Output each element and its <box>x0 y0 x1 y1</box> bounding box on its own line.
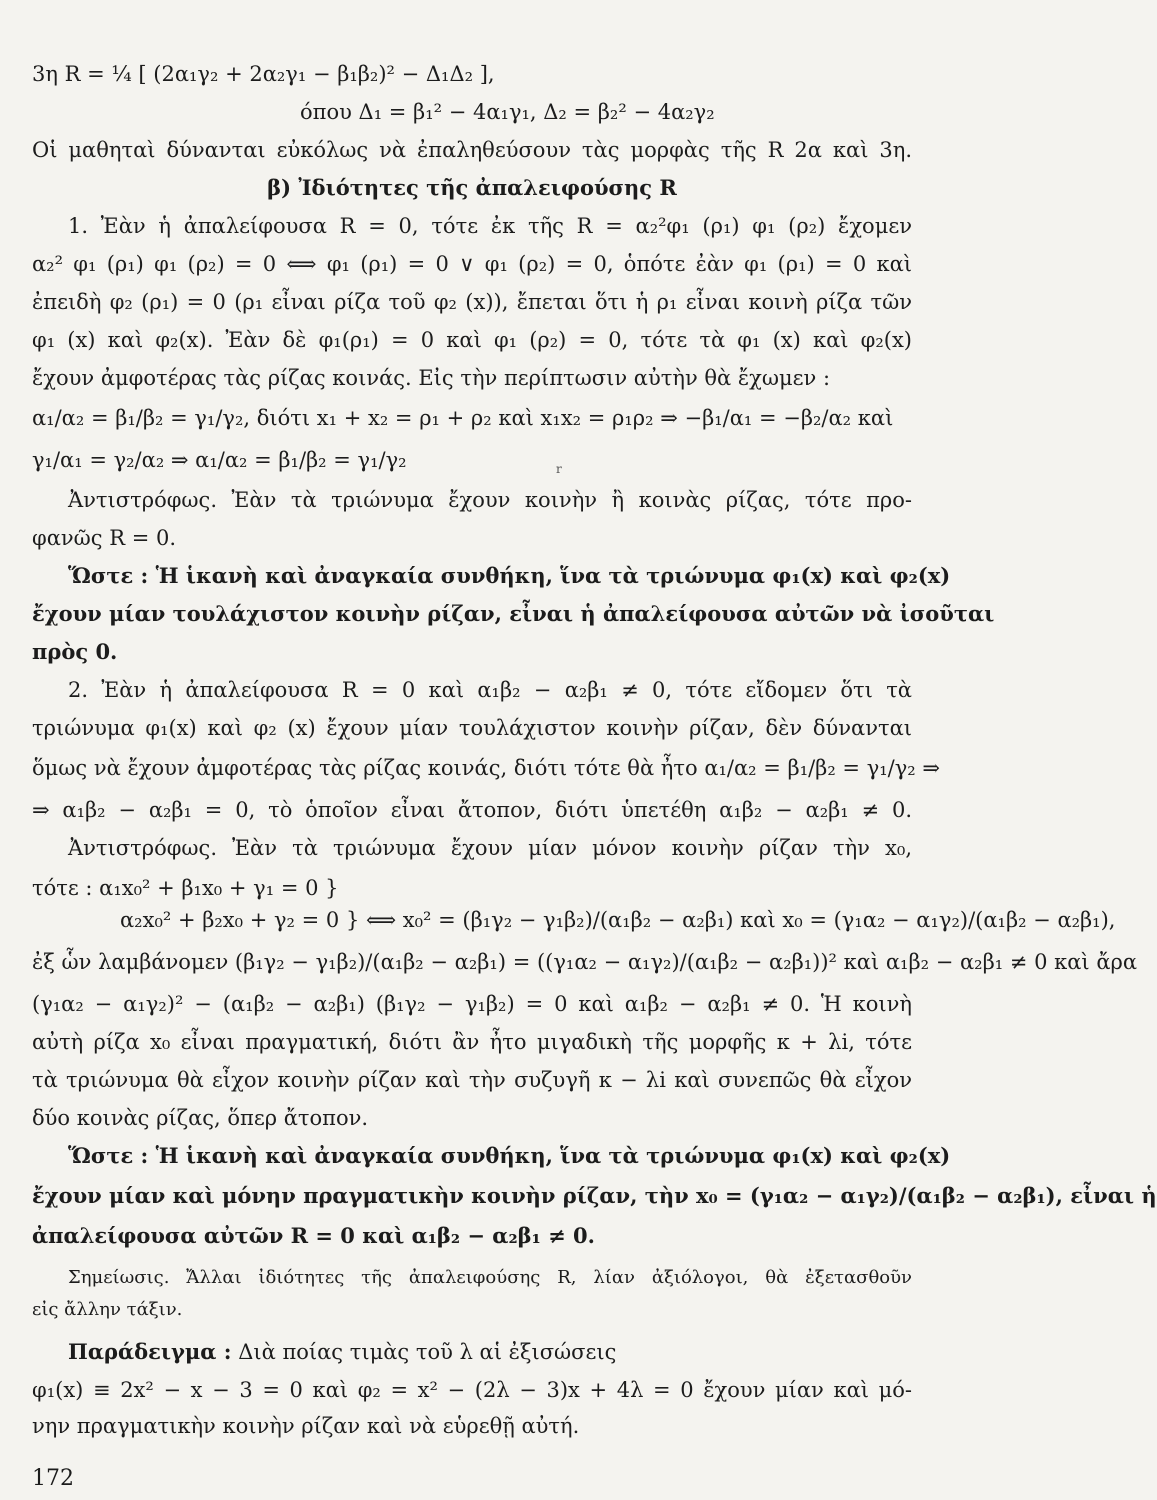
theorem-statement: Ὥστε : Ἡ ἱκανὴ καὶ ἀναγκαία συνθήκη, ἵνα τὰ τριώνυμα φ₁(x) καὶ φ₂(x) <box>68 1143 951 1168</box>
theorem-statement: πρὸς 0. <box>32 639 118 664</box>
body-line: α₂² φ₁ (ρ₁) φ₁ (ρ₂) = 0 ⟺ φ₁ (ρ₁) = 0 ∨ φ₁ (ρ₂) = 0, ὁπότε ἐὰν φ₁ (ρ₁) = 0 καὶ <box>32 252 912 276</box>
body-line: ⇒ α₁β₂ − α₂β₁ = 0, τὸ ὁποῖον εἶναι ἄτοπον, διότι ὑπετέθη α₁β₂ − α₂β₁ ≠ 0. <box>32 798 912 822</box>
body-line: δύο κοινὰς ρίζας, ὅπερ ἄτοπον. <box>32 1106 369 1130</box>
page-number: 172 <box>32 1466 74 1491</box>
body-line: ἔχουν ἀμφοτέρας τὰς ρίζας κοινάς. Εἰς τὴν περίπτωσιν αὐτὴν θὰ ἔχωμεν : <box>32 366 831 390</box>
body-line: Ἀντιστρόφως. Ἐὰν τὰ τριώνυμα ἔχουν μίαν μόνον κοινὴν ρίζαν τὴν x₀, <box>68 836 912 860</box>
body-line: 2. Ἐὰν ἡ ἀπαλείφουσα R = 0 καὶ α₁β₂ − α₂β₁ ≠ 0, τότε εἴδομεν ὅτι τὰ <box>68 678 912 702</box>
theorem-statement: Ὥστε : Ἡ ἱκανὴ καὶ ἀναγκαία συνθήκη, ἵνα τὰ τριώνυμα φ₁(x) καὶ φ₂(x) <box>68 563 951 588</box>
equation-line: ἐξ ὧν λαμβάνομεν (β₁γ₂ − γ₁β₂)/(α₁β₂ − α₂β₁) = ((γ₁α₂ − α₁γ₂)/(α₁β₂ − α₂β₁))² καὶ α₁β₂ − α₂β₁ ≠ 0 καὶ ἄρα <box>32 950 1138 974</box>
example-line: νην πραγματικὴν κοινὴν ρίζαν καὶ νὰ εὑρεθῇ αὐτή. <box>32 1414 580 1438</box>
note-line: εἰς ἄλλην τάξιν. <box>32 1299 183 1320</box>
system-equation: τότε : α₁x₀² + β₁x₀ + γ₁ = 0 } <box>32 876 339 900</box>
equation-ratio: α₁/α₂ = β₁/β₂ = γ₁/γ₂, διότι x₁ + x₂ = ρ₁ + ρ₂ καὶ x₁x₂ = ρ₁ρ₂ ⇒ −β₁/α₁ = −β₂/α₂ καὶ <box>32 406 894 430</box>
theorem-statement: ἔχουν μίαν καὶ μόνην πραγματικὴν κοινὴν ρίζαν, τὴν x₀ = (γ₁α₂ − α₁γ₂)/(α₁β₂ − α₂β₁), εἶναι ἡ <box>32 1183 1157 1208</box>
body-line: αὐτὴ ρίζα x₀ εἶναι πραγματική, διότι ἂν ἦτο μιγαδικὴ τῆς μορφῆς κ + λi, τότε <box>32 1030 912 1054</box>
example-heading: Παράδειγμα : Διὰ ποίας τιμὰς τοῦ λ αἱ ἐξισώσεις <box>68 1339 617 1364</box>
example-line: φ₁(x) ≡ 2x² − x − 3 = 0 καὶ φ₂ = x² − (2λ − 3)x + 4λ = 0 ἔχουν μίαν καὶ μό- <box>32 1378 912 1402</box>
body-line: Ἀντιστρόφως. Ἐὰν τὰ τριώνυμα ἔχουν κοινὴν ἢ κοινὰς ρίζας, τότε προ- <box>68 488 912 512</box>
body-line: τριώνυμα φ₁(x) καὶ φ₂ (x) ἔχουν μίαν τουλάχιστον κοινὴν ρίζαν, δὲν δύνανται <box>32 716 912 740</box>
body-line: 1. Ἐὰν ἡ ἀπαλείφουσα R = 0, τότε ἐκ τῆς R = α₂²φ₁ (ρ₁) φ₁ (ρ₂) ἔχομεν <box>68 214 912 238</box>
section-heading: β) Ἰδιότητες τῆς ἀπαλειφούσης R <box>267 175 677 200</box>
body-line: φ₁ (x) καὶ φ₂(x). Ἐὰν δὲ φ₁(ρ₁) = 0 καὶ φ₁ (ρ₂) = 0, τότε τὰ φ₁ (x) καὶ φ₂(x) <box>32 328 912 352</box>
theorem-statement: ἀπαλείφουσα αὐτῶν R = 0 καὶ α₁β₂ − α₂β₁ ≠ 0. <box>32 1223 595 1248</box>
formula-r-third-form: 3η R = ¼ [ (2α₁γ₂ + 2α₂γ₁ − β₁β₂)² − Δ₁Δ₂ ], <box>32 62 495 86</box>
body-line: ὅμως νὰ ἔχουν ἀμφοτέρας τὰς ρίζας κοινάς, διότι τότε θὰ ἦτο α₁/α₂ = β₁/β₂ = γ₁/γ₂ ⇒ <box>32 756 940 780</box>
body-line: Οἱ μαθηταὶ δύνανται εὐκόλως νὰ ἐπαληθεύσουν τὰς μορφὰς τῆς R 2α καὶ 3η. <box>32 138 912 162</box>
system-equation: α₂x₀² + β₂x₀ + γ₂ = 0 } ⟺ x₀² = (β₁γ₂ − γ₁β₂)/(α₁β₂ − α₂β₁) καὶ x₀ = (γ₁α₂ − α₁γ₂)/(α₁β₂ − α₂β₁), <box>120 908 1116 932</box>
body-line: ἐπειδὴ φ₂ (ρ₁) = 0 (ρ₁ εἶναι ρίζα τοῦ φ₂ (x)), ἔπεται ὅτι ἡ ρ₁ εἶναι κοινὴ ρίζα τῶν <box>32 290 912 314</box>
body-line: τὰ τριώνυμα θὰ εἶχον κοινὴν ρίζαν καὶ τὴν συζυγῆ κ − λi καὶ συνεπῶς θὰ εἶχον <box>32 1068 912 1092</box>
formula-delta-definitions: όπου Δ₁ = β₁² − 4α₁γ₁, Δ₂ = β₂² − 4α₂γ₂ <box>300 100 715 124</box>
equation-ratio: γ₁/α₁ = γ₂/α₂ ⇒ α₁/α₂ = β₁/β₂ = γ₁/γ₂ <box>32 448 407 472</box>
note-line: Σημείωσις. Ἄλλαι ἰδιότητες τῆς ἀπαλειφούσης R, λίαν ἀξιόλογοι, θὰ ἐξετασθοῦν <box>68 1267 912 1288</box>
body-line: (γ₁α₂ − α₁γ₂)² − (α₁β₂ − α₂β₁) (β₁γ₂ − γ₁β₂) = 0 καὶ α₁β₂ − α₂β₁ ≠ 0. Ἡ κοινὴ <box>32 992 912 1016</box>
theorem-statement: ἔχουν μίαν τουλάχιστον κοινὴν ρίζαν, εἶναι ἡ ἀπαλείφουσα αὐτῶν νὰ ἰσοῦται <box>32 601 995 626</box>
scan-mark: r <box>556 462 562 476</box>
body-line: φανῶς R = 0. <box>32 526 177 550</box>
